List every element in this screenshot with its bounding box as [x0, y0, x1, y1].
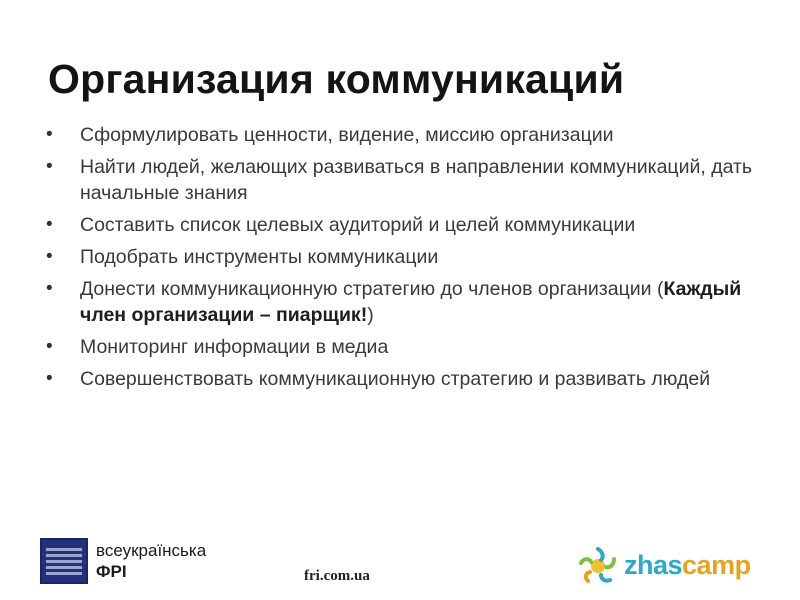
bullet-text: Совершенствовать коммуникационную стратегию и развивать людей — [80, 368, 711, 390]
list-item — [44, 244, 764, 270]
bullet-note-close: ) — [367, 304, 374, 326]
bullet-text: Донести коммуникационную стратегию до членов организации — [80, 278, 652, 300]
bullet-marker: • — [46, 368, 53, 389]
footer-url: fri.com.ua — [304, 568, 370, 584]
list-item — [44, 212, 764, 238]
bullet-marker: • — [46, 246, 53, 267]
list-item — [44, 122, 764, 148]
zhascamp-logo — [576, 545, 751, 585]
list-item — [44, 334, 764, 360]
bullet-marker: • — [46, 336, 53, 357]
bullet-marker: • — [46, 278, 53, 299]
fri-logo-line1: всеукраїнська — [96, 541, 207, 560]
bullet-note-open: ( — [656, 278, 664, 300]
list-item — [44, 366, 764, 392]
bullet-text: Составить список целевых аудиторий и целей коммуникации — [80, 214, 636, 236]
bullet-marker: • — [46, 156, 53, 177]
bullet-note-bold: Каждый член организации – пиарщик! — [80, 278, 742, 326]
fri-logo — [40, 537, 206, 585]
list-item — [44, 154, 764, 206]
bullet-marker: • — [46, 214, 53, 235]
fri-logo-text — [96, 540, 206, 582]
list-item — [44, 276, 764, 328]
zhascamp-word-part2: camp — [682, 550, 751, 580]
bullet-list — [44, 122, 764, 398]
bullet-text: Подобрать инструменты коммуникации — [80, 246, 439, 268]
zhascamp-wordmark — [624, 550, 751, 580]
fri-logo-icon — [40, 538, 88, 584]
zhascamp-word-part1: zhas — [624, 550, 683, 580]
fri-logo-line2: ФРІ — [96, 562, 127, 581]
bullet-text: Сформулировать ценности, видение, миссию организации — [80, 124, 614, 146]
zhascamp-logo-icon — [576, 545, 620, 585]
bullet-text: Мониторинг информации в медиа — [80, 336, 389, 358]
slide-title: Организация коммуникаций — [48, 56, 625, 102]
bullet-marker: • — [46, 124, 53, 145]
bullet-text: Найти людей, желающих развиваться в направлении коммуникаций, дать начальные знания — [80, 156, 753, 204]
